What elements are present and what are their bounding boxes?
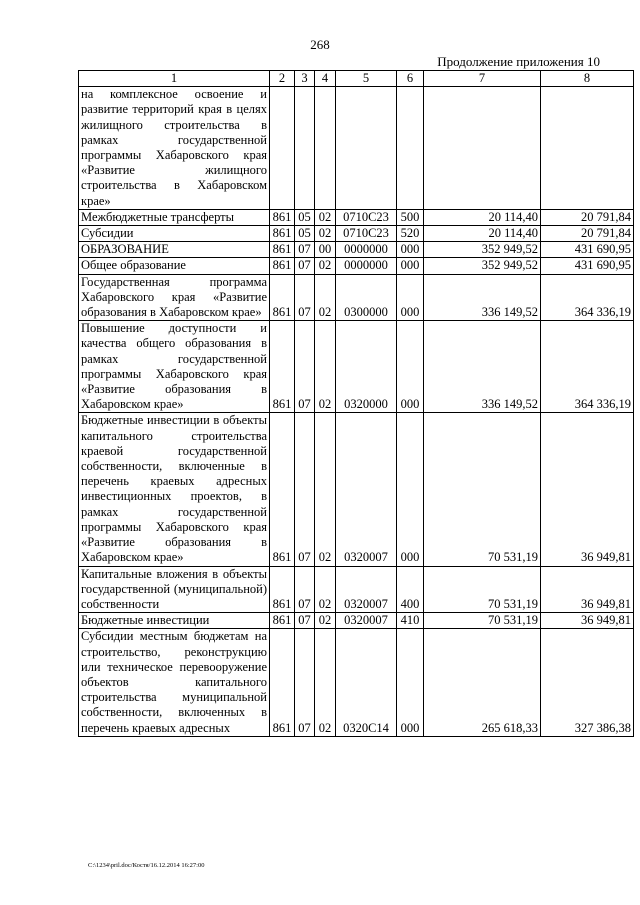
row-type-cell: 000 xyxy=(397,629,424,736)
page-number: 268 xyxy=(310,37,330,52)
table-row xyxy=(79,274,634,321)
row-subsection-cell: 02 xyxy=(315,209,336,225)
table-row xyxy=(79,242,634,258)
row-name-cell: Государственная программа Хабаровского края «Развитие образования в Хабаровском крае» xyxy=(79,274,270,321)
row-amount-2016-cell: 36 949,81 xyxy=(541,413,634,566)
row-section-cell: 07 xyxy=(295,274,315,321)
header-cell: 6 xyxy=(397,71,424,87)
header-cell: 3 xyxy=(295,71,315,87)
row-amount-2016-cell: 36 949,81 xyxy=(541,613,634,629)
row-name-cell: Капитальные вложения в объекты государственной (муниципальной) собственности xyxy=(79,566,270,613)
row-code-cell: 861 xyxy=(270,258,295,274)
row-code-cell: 861 xyxy=(270,242,295,258)
footer-file-path: C:\1234\pril.doc/Костя/16.12.2014 16:27:00 xyxy=(88,862,205,869)
row-subsection-cell: 02 xyxy=(315,226,336,242)
table-row xyxy=(79,629,634,736)
row-name-cell: Бюджетные инвестиции xyxy=(79,613,270,629)
row-subsection-cell: 02 xyxy=(315,258,336,274)
row-section-cell: 05 xyxy=(295,209,315,225)
table-row xyxy=(79,258,634,274)
row-subsection-cell: 02 xyxy=(315,613,336,629)
row-code-cell: 861 xyxy=(270,274,295,321)
row-type-cell: 410 xyxy=(397,613,424,629)
row-amount-2016-cell: 431 690,95 xyxy=(541,242,634,258)
table-row xyxy=(79,87,634,210)
row-type-cell: 400 xyxy=(397,566,424,613)
table-header-row xyxy=(79,71,634,87)
row-amount-2016-cell: 20 791,84 xyxy=(541,209,634,225)
header-cell: 7 xyxy=(424,71,541,87)
row-target-cell: 0320007 xyxy=(336,566,397,613)
row-target-cell: 0300000 xyxy=(336,274,397,321)
row-type-cell: 000 xyxy=(397,321,424,413)
row-subsection-cell: 02 xyxy=(315,566,336,613)
row-section-cell: 07 xyxy=(295,413,315,566)
row-type-cell: 520 xyxy=(397,226,424,242)
row-type-cell: 500 xyxy=(397,209,424,225)
row-code-cell: 861 xyxy=(270,321,295,413)
row-target-cell: 0000000 xyxy=(336,242,397,258)
row-amount-2016-cell xyxy=(541,87,634,210)
row-code-cell: 861 xyxy=(270,613,295,629)
table-row xyxy=(79,321,634,413)
header-cell: 2 xyxy=(270,71,295,87)
row-name-cell: Субсидии xyxy=(79,226,270,242)
header-cell: 1 xyxy=(79,71,270,87)
row-name-cell: Повышение доступности и качества общего образования в рамках государственной программы Хабаровского края «Развитие образования в Хабаровском крае» xyxy=(79,321,270,413)
row-amount-2016-cell: 364 336,19 xyxy=(541,274,634,321)
row-name-cell: Бюджетные инвестиции в объекты капитального строительства краевой государственной собственности, включенные в перечень краевых адресных инвестиционных проектов, в рамках государственной программы Хабаровского края «Развитие образования в Хабаровском крае» xyxy=(79,413,270,566)
row-code-cell xyxy=(270,87,295,210)
table-row xyxy=(79,413,634,566)
row-section-cell: 07 xyxy=(295,629,315,736)
row-code-cell: 861 xyxy=(270,629,295,736)
row-target-cell: 0710С23 xyxy=(336,226,397,242)
row-target-cell: 0320000 xyxy=(336,321,397,413)
row-type-cell: 000 xyxy=(397,413,424,566)
row-type-cell: 000 xyxy=(397,242,424,258)
row-name-cell: Межбюджетные трансферты xyxy=(79,209,270,225)
row-type-cell: 000 xyxy=(397,274,424,321)
row-section-cell: 07 xyxy=(295,242,315,258)
row-section-cell xyxy=(295,87,315,210)
row-code-cell: 861 xyxy=(270,413,295,566)
row-amount-2015-cell: 20 114,40 xyxy=(424,226,541,242)
row-amount-2015-cell xyxy=(424,87,541,210)
row-amount-2015-cell: 352 949,52 xyxy=(424,258,541,274)
row-type-cell: 000 xyxy=(397,258,424,274)
row-code-cell: 861 xyxy=(270,226,295,242)
row-section-cell: 07 xyxy=(295,566,315,613)
row-name-cell: Субсидии местным бюджетам на строительство, реконструкцию или техническое перевооружение объектов капитального строительства муниципальной собственности, включенных в перечень краевых адресных xyxy=(79,629,270,736)
row-name-cell: на комплексное освоение и развитие территорий края в целях жилищного строительства в рамках государственной программы Хабаровского края «Развитие жилищного строительства в Хабаровском крае» xyxy=(79,87,270,210)
row-subsection-cell: 02 xyxy=(315,274,336,321)
row-subsection-cell: 02 xyxy=(315,629,336,736)
header-cell: 4 xyxy=(315,71,336,87)
row-amount-2015-cell: 352 949,52 xyxy=(424,242,541,258)
row-amount-2016-cell: 364 336,19 xyxy=(541,321,634,413)
row-type-cell xyxy=(397,87,424,210)
table-row xyxy=(79,209,634,225)
row-section-cell: 05 xyxy=(295,226,315,242)
row-amount-2015-cell: 70 531,19 xyxy=(424,566,541,613)
row-amount-2015-cell: 336 149,52 xyxy=(424,274,541,321)
budget-table xyxy=(78,70,634,737)
row-subsection-cell: 02 xyxy=(315,321,336,413)
row-amount-2015-cell: 336 149,52 xyxy=(424,321,541,413)
row-subsection-cell xyxy=(315,87,336,210)
header-cell: 5 xyxy=(336,71,397,87)
row-name-cell: Общее образование xyxy=(79,258,270,274)
row-target-cell: 0320007 xyxy=(336,613,397,629)
row-target-cell: 0320007 xyxy=(336,413,397,566)
row-amount-2016-cell: 20 791,84 xyxy=(541,226,634,242)
row-code-cell: 861 xyxy=(270,566,295,613)
row-amount-2015-cell: 265 618,33 xyxy=(424,629,541,736)
row-amount-2015-cell: 70 531,19 xyxy=(424,613,541,629)
continuation-title: Продолжение приложения 10 xyxy=(437,54,600,69)
row-code-cell: 861 xyxy=(270,209,295,225)
row-target-cell: 0000000 xyxy=(336,258,397,274)
row-amount-2016-cell: 327 386,38 xyxy=(541,629,634,736)
table-row xyxy=(79,226,634,242)
row-amount-2015-cell: 20 114,40 xyxy=(424,209,541,225)
row-amount-2015-cell: 70 531,19 xyxy=(424,413,541,566)
table-row xyxy=(79,613,634,629)
row-subsection-cell: 00 xyxy=(315,242,336,258)
row-target-cell: 0320С14 xyxy=(336,629,397,736)
row-section-cell: 07 xyxy=(295,321,315,413)
table-row xyxy=(79,566,634,613)
row-amount-2016-cell: 36 949,81 xyxy=(541,566,634,613)
row-name-cell: ОБРАЗОВАНИЕ xyxy=(79,242,270,258)
row-section-cell: 07 xyxy=(295,258,315,274)
row-target-cell: 0710С23 xyxy=(336,209,397,225)
header-cell: 8 xyxy=(541,71,634,87)
row-section-cell: 07 xyxy=(295,613,315,629)
row-subsection-cell: 02 xyxy=(315,413,336,566)
row-amount-2016-cell: 431 690,95 xyxy=(541,258,634,274)
row-target-cell xyxy=(336,87,397,210)
